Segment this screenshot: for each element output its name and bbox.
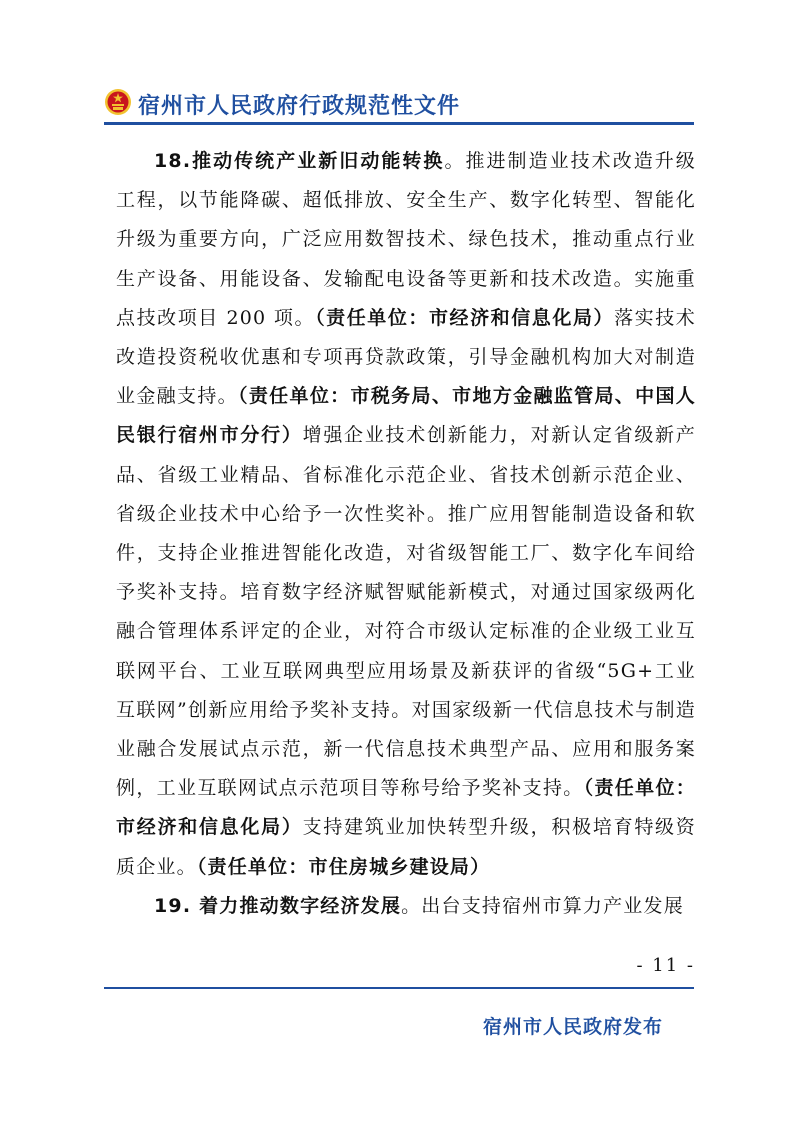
header-title: 宿州市人民政府行政规范性文件 [138, 94, 461, 119]
body-paragraph [116, 142, 696, 887]
responsible-unit: （责任单位：市经济和信息化局） [315, 306, 615, 329]
document-body [116, 142, 696, 926]
national-emblem-icon [104, 88, 132, 116]
paragraph-text: 支持建筑业加快转型升级，积极培育特级资质企业。 [116, 816, 696, 878]
footer-divider [104, 987, 694, 989]
responsible-unit: （责任单位：市税务局、市地方金融监管局、中国人民银行宿州市分行） [116, 385, 696, 447]
header-divider [104, 122, 694, 125]
section-heading: 推动传统产业新旧动能转换 [191, 150, 445, 172]
responsible-unit: （责任单位：市经济和信息化局） [116, 777, 696, 839]
page-number: - 11 - [636, 955, 695, 976]
paragraph-text: 。出台支持宿州市算力产业发展 [401, 894, 684, 917]
body-paragraph [116, 887, 696, 926]
section-heading: 18. [154, 150, 192, 172]
section-heading: 着力推动数字经济发展 [199, 894, 402, 917]
footer-publisher: 宿州市人民政府发布 [482, 1016, 663, 1038]
responsible-unit: （责任单位：市住房城乡建设局） [196, 855, 491, 878]
document-header [104, 80, 696, 120]
paragraph-text: 增强企业技术创新能力，对新认定省级新产品、省级工业精品、省标准化示范企业、省技术创新示范企业、省级企业技术中心给予一次性奖补。推广应用智能制造设备和软件，支持企业推进智能化改造，对省级智能工厂、数字化车间给予奖补支持。培育数字经济赋智赋能新模式，对通过国家级两化融合管理体系评定的企业，对符合市级认定标准的企业级工业互联网平台、工业互联网典型应用场景及新获评的省级“5G+工业互联网”创新应用给予奖补支持。对国家级新一代信息技术与制造业融合发展试点示范，新一代信息技术典型产品、应用和服务案例，工业互联网试点示范项目等称号给予奖补支持。 [116, 424, 696, 800]
paragraph-text: 。推进制造业技术改造升级工程，以节能降碳、超低排放、安全生产、数字化转型、智能化升级为重要方向，广泛应用数智技术、绿色技术，推动重点行业生产设备、用能设备、发输配电设备等更新和技术改造。实施重点技改项目 200 项。 [116, 150, 697, 329]
section-heading: 19. [154, 894, 200, 917]
paragraph-text: 落实技术改造投资税收优惠和专项再贷款政策，引导金融机构加大对制造业金融支持。 [116, 306, 696, 408]
